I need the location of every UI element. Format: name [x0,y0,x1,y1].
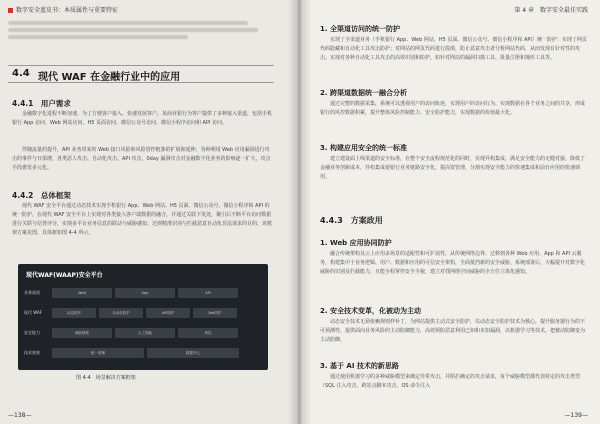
item-title: 1. 全渠道访问的统一防护 [320,25,400,33]
page-number-right: —139— [564,412,588,419]
item-title: 2. 安全技术变革，化被动为主动 [320,307,421,315]
figure-box: 威胁情报 [52,328,112,338]
subsection-heading-framework: 4.4.2 总体框架 [12,191,71,200]
left-page [0,0,298,424]
section-number: 4.4 [12,68,30,79]
figure-row-label: 业务渠道 [24,290,40,295]
section-title: 现代 WAF 在金融行业中的应用 [38,72,181,83]
figure-box: Bot防护 [193,308,237,318]
figure-row-label: 现代 WAF [24,310,43,315]
paragraph: 融合传统架构及云上应用多场景的适配性和可扩展性，从传统网络边界、迁移到各种 Web 应用、App 和 API 云服务，构建集中于业务逻辑、用户、数据和应用的可信安全架构，全面抵挡新的安全威胁，系统部署后，大幅提升对数字化威胁的识别及拦截能力，且能全程掌控安全全貌，建立对找网络空间威胁的全方位立体化感知。 [320,251,586,275]
blurred-previous-text [8,18,268,42]
book-gutter [288,0,312,424]
left-running-head-text: 数字安全蓝皮书：本质属性与重要特征 [16,7,119,14]
figure-box: Web [52,288,112,298]
paragraph: 伴随流量的提升，API 业务带来的 Web 接口风险和风险管控链条的扩展和延伸，各种利用 Web 应用漏洞进行攻击的事件与日俱增，各类恶人攻击、自动化攻击、API 攻击、0day 漏洞攻击对金融数字化业务的影响逐一扩大，攻击手段愈发多元化。 [12,147,271,171]
section-header [8,65,274,83]
paragraph: 通过完整的数据采集，系统可以透视用户的访问轨迹，实现用户的访问行为、实现数据在各个业务之间的共享，形成银行的风控数据积累，提升整体风险控制能力、安全防护能力，实现数据的价值最大化。 [320,101,586,116]
paragraph: 实现了全渠道业务（手机银行 App、Web 网站、H5 页面、微信公众号、微信小程序和 API）统一防护：实现了网页代码隐藏和自动化工具攻击防护；对网站的网页代码进行混淆，防止恶意攻击者分析网站代码，从而发现有针对性的攻击。实现对各种自动化工具攻击的高效识别和防护，如针对网站的漏洞扫描工具、批量注册和撞库工具等。 [320,37,587,61]
architecture-figure [18,264,268,370]
item-title: 1. Web 应用协同防护 [320,239,392,247]
figure-box: 自动化防护 [99,308,143,318]
right-page [300,0,600,424]
page-number-left: —138— [8,412,32,419]
figure-box: 风控 [178,328,238,338]
figure-box: 数据中心 [147,348,239,358]
figure-box: 人工智能 [115,328,175,338]
paragraph: 金融数字化进程不断加速，为了方便客户接入、快速发展客户，某商业银行为客户提供了多种接入渠道，包括手机银行 App 访问、Web 网站访问、H5 页面访问、微信公众号访问、微信小程序访问和 API 访问。 [12,111,273,126]
figure-title: 现代WAF(WAAP)安全平台 [26,272,103,279]
paragraph: 现代 WAF 安全平台通过动态技术实现手机银行 App、Web 网站、H5 页面、微信公众号、微信小程序和 API 的统一防护，在现代 WAF 安全平台上实现对各类接入客户端数据的融合，并通过关联下发处，聚引后不断平台访问数据进行关联与信誉评分，实现多平台业务信息的联动与威胁感知，达到精准识别与拦截恶意自动化非法请求的目的，该框架方案见图，具体框如图 4-4 所示。 [12,203,273,236]
item-title: 3. 构建应用安全的统一标准 [320,144,407,152]
paragraph: 动态安全技术无须依赖规则样补丁，为网站提供主动式安全防护，以动态安全防护技术为核心，提升服务器行为的不可预测性，提供面向业务风险的主动防御能力，高效预防恶意利用已知和未知漏洞，以机器学习等技术，把被动防御变为主动防御。 [320,319,586,343]
figure-box: 统一管理 [52,348,144,358]
figure-box: App [115,288,175,298]
figure-row [24,306,240,320]
paragraph: 通过使用机器学习的多种威胁模型来确定异常攻击，并阻拦确定的攻击请求，每个威胁模型都代表特定的攻击类型（SQL 注入攻击、跨站点脚本攻击、OS 命令注入 [320,374,581,389]
figure-row-label: 技术底座 [24,350,40,355]
figure-box: API [178,288,238,298]
item-title: 2. 跨渠道数据统一融合分析 [320,89,407,97]
figure-box: 动态防护 [52,308,96,318]
figure-box: API防护 [146,308,190,318]
paragraph: 建立建设面上线渠道的安全标准，在整个安全流程规范化的同时，实现异构集成，满足安全能力的无缝对接，降低了金融业务创新成本，异构集成使银行业务链路安全化，提高资管理，分割实现安全能力的快速集成和前台应用的快速调用。 [320,156,586,180]
figure-row-label: 安全能力 [24,330,40,335]
figure-row [24,346,242,360]
left-running-head [8,5,118,14]
figure-row [24,326,241,340]
figure-caption: 图 4-4 场景解决方案框架 [76,375,136,381]
right-running-head: 第 4 章 数字安全最佳实践 [514,7,588,14]
subsection-heading-application: 4.4.3 方案政用 [320,216,383,225]
item-title: 3. 基于 AI 技术的新思路 [320,362,399,370]
figure-row [24,286,241,300]
subsection-heading-needs: 4.4.1 用户需求 [12,99,71,108]
